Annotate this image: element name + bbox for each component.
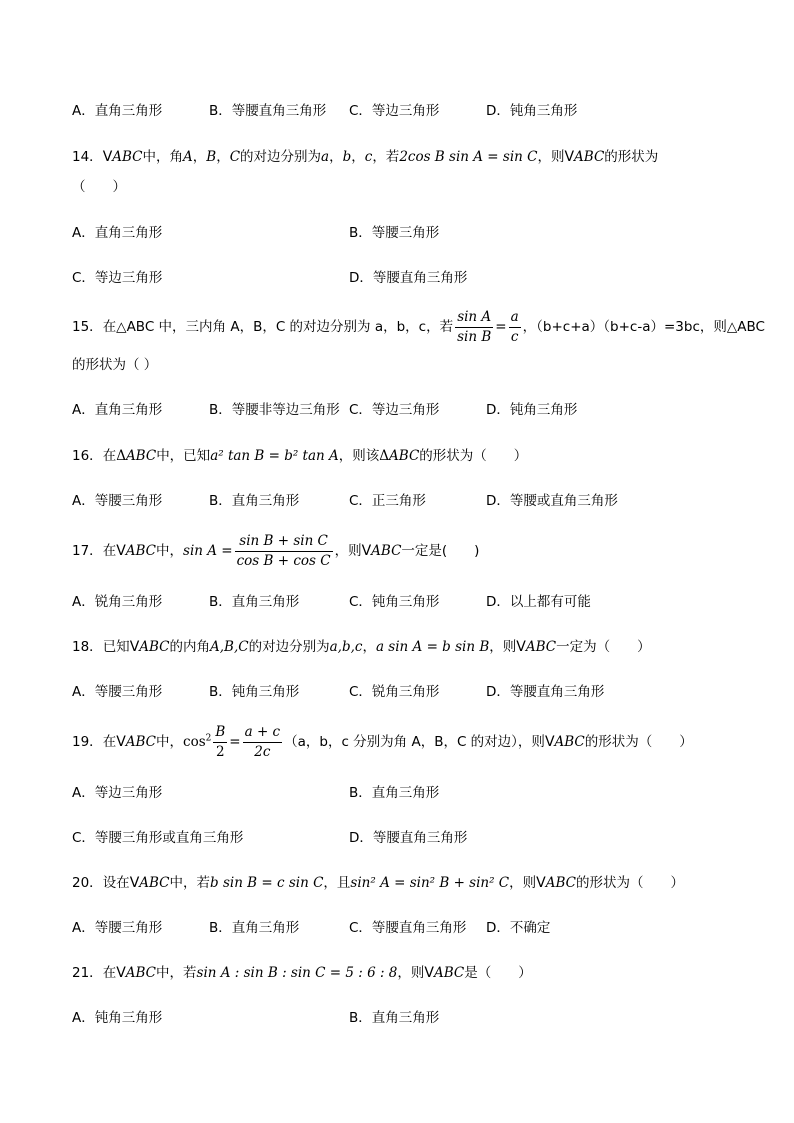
q19-triangle-symbol: V: [544, 734, 555, 750]
q16-triangle-symbol: Δ: [379, 448, 390, 464]
q21-stem: [72, 963, 532, 983]
q21-equation: sin A : sin B : sin C = 5 : 6 : 8: [196, 965, 398, 981]
q19-text: （a，b，c 分别为角 A，B，C 的对边），则: [284, 734, 545, 750]
q21-text: 中，若: [156, 965, 197, 981]
q21-triangle-symbol: V: [424, 965, 434, 981]
q14-angle-b: B: [206, 149, 217, 165]
q20-equation-2: sin² A = sin² B + sin² C: [350, 875, 510, 891]
q15-option-b[interactable]: B．等腰非等边三角形: [209, 402, 340, 418]
q16-option-a[interactable]: A．等腰三角形: [72, 493, 163, 509]
q20-triangle-symbol: V: [536, 875, 546, 891]
q18-text: ，则: [489, 639, 517, 655]
q19-option-d[interactable]: D．等腰直角三角形: [349, 830, 468, 846]
q14-side-c: c: [364, 149, 373, 165]
q15-fraction-side-denominator: c: [510, 328, 519, 345]
q16-text: ，则该: [338, 448, 380, 464]
q16-stem: [72, 446, 527, 466]
q14-side-b: b: [342, 149, 352, 165]
q15-stem: [72, 306, 765, 348]
q16-text: 的形状为（ ）: [419, 448, 528, 464]
q19-equals: =: [229, 734, 241, 750]
q20-triangle-symbol: V: [129, 875, 140, 891]
q20-option-c[interactable]: C．等腰直角三角形: [349, 920, 467, 936]
q14-stem: [72, 147, 658, 167]
q14-option-a[interactable]: A．直角三角形: [72, 225, 163, 241]
q14-triangle-symbol: V: [564, 149, 575, 165]
q15-fraction-sin-numerator: sin A: [455, 309, 493, 328]
q16-triangle-name: ABC: [125, 448, 157, 464]
q20-text: ，则: [509, 875, 537, 891]
q20-option-d[interactable]: D．不确定: [486, 920, 551, 936]
q18-text: 的内角: [169, 639, 211, 655]
q15-equals: =: [495, 319, 507, 335]
q14-sep: ，: [216, 149, 230, 165]
q16-triangle-name: ABC: [389, 448, 420, 464]
q14-option-d[interactable]: D．等腰直角三角形: [349, 270, 468, 286]
q19-text: 的形状为（ ）: [584, 734, 693, 750]
q14-option-b[interactable]: B．等腰三角形: [349, 225, 440, 241]
q17-option-b[interactable]: B．直角三角形: [209, 594, 300, 610]
q17-number: 17．: [72, 543, 103, 559]
q21-option-a[interactable]: A．钝角三角形: [72, 1010, 163, 1026]
q21-text: 在: [102, 965, 117, 981]
q15-number: 15．: [72, 319, 103, 335]
q20-option-b[interactable]: B．直角三角形: [209, 920, 300, 936]
q19-option-a[interactable]: A．等边三角形: [72, 785, 163, 801]
q17-text: 在: [102, 543, 117, 559]
q14-paren: （ ）: [72, 179, 126, 195]
q21-text: ，则: [397, 965, 425, 981]
q14-triangle-name: ABC: [112, 149, 143, 165]
q17-text: 中，: [156, 543, 184, 559]
q14-angle-c: C: [229, 149, 241, 165]
q19-cos: cos: [183, 734, 206, 750]
q19-fraction-half-angle-denominator: 2: [216, 743, 225, 760]
q18-angles: A,B,C: [210, 639, 249, 655]
q13-option-a[interactable]: A．直角三角形: [72, 103, 163, 119]
q15-option-d[interactable]: D．钝角三角形: [486, 402, 578, 418]
q20-option-a[interactable]: A．等腰三角形: [72, 920, 163, 936]
q19-fraction-sides-numerator: a + c: [243, 724, 283, 743]
q14-angle-a: A: [183, 149, 193, 165]
q17-triangle-symbol: V: [116, 543, 126, 559]
q20-number: 20．: [72, 875, 103, 891]
q18-equation: a sin A = b sin B: [375, 639, 490, 655]
q14-text: 的对边分别为: [240, 149, 322, 165]
q17-fraction-numerator: sin B + sin C: [235, 533, 333, 552]
q14-number: 14．: [72, 149, 103, 165]
q21-number: 21．: [72, 965, 103, 981]
q15-option-c[interactable]: C．等边三角形: [349, 402, 440, 418]
q15-option-a[interactable]: A．直角三角形: [72, 402, 163, 418]
q14-text: 的形状为: [604, 149, 659, 165]
q16-option-b[interactable]: B．直角三角形: [209, 493, 300, 509]
q18-option-a[interactable]: A．等腰三角形: [72, 684, 163, 700]
q14-sep: ，: [351, 149, 365, 165]
q18-text: ，: [362, 639, 376, 655]
q18-number: 18．: [72, 639, 103, 655]
q17-option-c[interactable]: C．钝角三角形: [349, 594, 440, 610]
q14-side-a: a: [321, 149, 330, 165]
q19-fraction-half-angle-numerator: B: [213, 724, 227, 743]
q19-triangle-name: ABC: [125, 734, 157, 750]
q19-text: 中，: [156, 734, 184, 750]
q15-text: ，（b+c+a）（b+c-a）=3bc，则△ABC: [522, 319, 765, 335]
q20-text: 的形状为（ ）: [575, 875, 684, 891]
q18-option-d[interactable]: D．等腰直角三角形: [486, 684, 605, 700]
q19-triangle-name: ABC: [554, 734, 585, 750]
q17-option-d[interactable]: D．以上都有可能: [486, 594, 591, 610]
q21-option-b[interactable]: B．直角三角形: [349, 1010, 440, 1026]
q20-triangle-name: ABC: [139, 875, 170, 891]
q17-text: ，则: [334, 543, 362, 559]
q15-fraction-side: [509, 309, 521, 346]
q18-triangle-name: ABC: [525, 639, 557, 655]
q18-triangle-name: ABC: [139, 639, 170, 655]
q19-triangle-symbol: V: [116, 734, 126, 750]
q19-option-c[interactable]: C．等腰三角形或直角三角形: [72, 830, 244, 846]
q15-fraction-sin-denominator: sin B: [457, 328, 492, 345]
q19-stem: [72, 721, 693, 763]
q19-text: 在: [102, 734, 117, 750]
q14-sep: ，: [192, 149, 207, 165]
q17-triangle-name: ABC: [125, 543, 157, 559]
q18-option-b[interactable]: B．钝角三角形: [209, 684, 300, 700]
q21-text: 是（ ）: [464, 965, 532, 981]
q15-fraction-side-numerator: a: [509, 309, 521, 328]
q18-text: 的对边分别为: [248, 639, 330, 655]
q19-option-b[interactable]: B．直角三角形: [349, 785, 440, 801]
q15-fraction-sin: [455, 309, 493, 346]
q18-option-c[interactable]: C．锐角三角形: [349, 684, 440, 700]
q20-triangle-name: ABC: [545, 875, 576, 891]
q15-stem-line2: 的形状为（ ）: [72, 357, 158, 373]
q16-text: 在: [102, 448, 117, 464]
q16-equation: a² tan B = b² tan A: [210, 448, 339, 464]
q19-fraction-sides-denominator: 2c: [254, 743, 271, 760]
q17-text: 一定是( ): [401, 543, 480, 559]
q17-option-a[interactable]: A．锐角三角形: [72, 594, 163, 610]
q18-triangle-symbol: V: [129, 639, 140, 655]
q18-text: 一定为（ ）: [556, 639, 651, 655]
q13-option-d[interactable]: D．钝角三角形: [486, 103, 578, 119]
q19-fraction-sides: [243, 724, 283, 761]
q17-triangle-symbol: V: [361, 543, 372, 559]
q13-option-b[interactable]: B．等腰直角三角形: [209, 103, 327, 119]
q17-fraction: [235, 533, 333, 570]
q20-text: 设在: [102, 875, 130, 891]
q21-triangle-name: ABC: [125, 965, 157, 981]
q19-fraction-half-angle: [213, 724, 227, 761]
q16-number: 16．: [72, 448, 103, 464]
q14-option-c[interactable]: C．等边三角形: [72, 270, 163, 286]
q16-text: 中，已知: [156, 448, 211, 464]
q13-option-c[interactable]: C．等边三角形: [349, 103, 440, 119]
q16-option-d[interactable]: D．等腰或直角三角形: [486, 493, 618, 509]
q18-text: 已知: [102, 639, 130, 655]
q14-sep: ，: [329, 149, 343, 165]
q18-sides: a,b,c: [329, 639, 363, 655]
q17-fraction-denominator: cos B + cos C: [236, 552, 331, 569]
q20-stem: [72, 873, 684, 893]
q17-stem: [72, 530, 479, 572]
q21-triangle-symbol: V: [116, 965, 126, 981]
q14-equation: 2cos B sin A = sin C: [399, 149, 538, 165]
q14-triangle-symbol: V: [102, 149, 113, 165]
q14-triangle-name: ABC: [574, 149, 605, 165]
q20-text: ，且: [323, 875, 351, 891]
q20-text: 中，若: [169, 875, 211, 891]
q16-triangle-symbol: Δ: [116, 448, 126, 464]
q18-stem: [72, 637, 651, 657]
q18-triangle-symbol: V: [516, 639, 526, 655]
q19-cos-exponent: 2: [205, 733, 212, 744]
q16-option-c[interactable]: C．正三角形: [349, 493, 426, 509]
q17-triangle-name: ABC: [371, 543, 402, 559]
q19-number: 19．: [72, 734, 103, 750]
q20-equation-1: b sin B = c sin C: [210, 875, 324, 891]
q14-text: ，则: [537, 149, 565, 165]
q14-text: 中，角: [142, 149, 184, 165]
q14-text: ，若: [372, 149, 400, 165]
q17-equation-lhs: sin A =: [183, 543, 233, 559]
q15-text: 在△ABC 中，三内角 A，B，C 的对边分别为 a，b，c，若: [102, 319, 454, 335]
q21-triangle-name: ABC: [433, 965, 465, 981]
